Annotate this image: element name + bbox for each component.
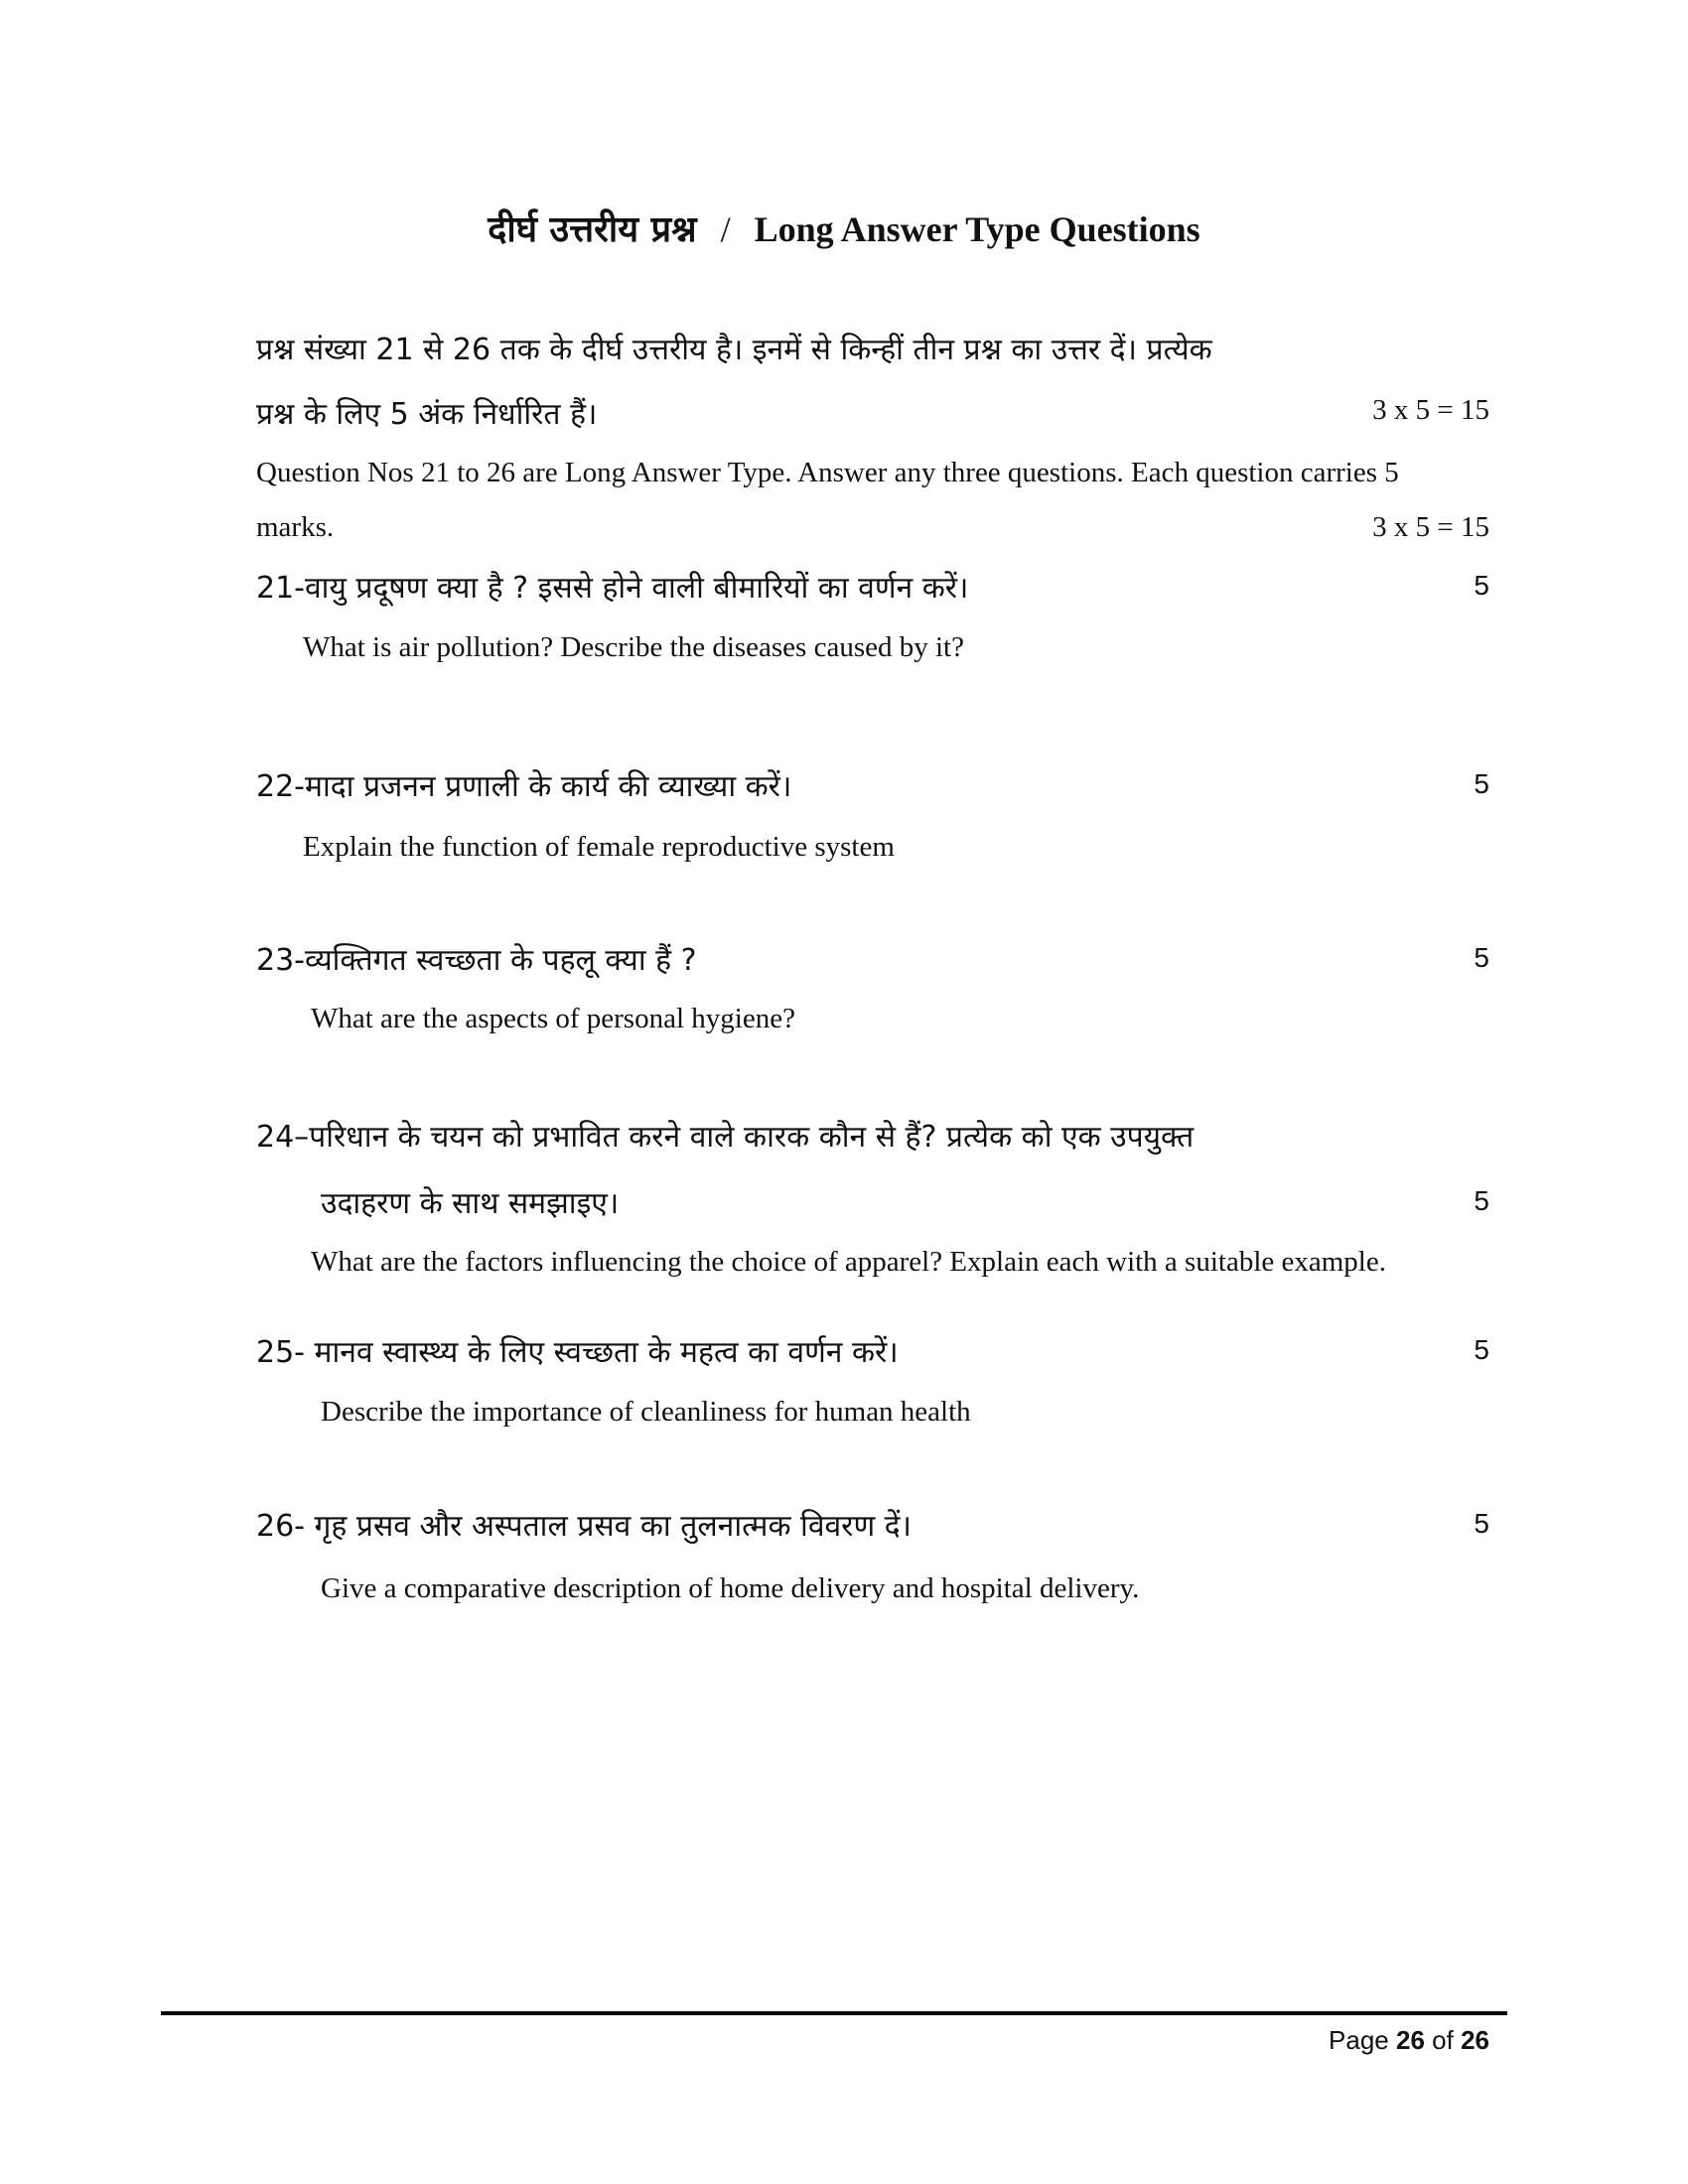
- footer-divider: [161, 2011, 1507, 2015]
- question-english: Give a comparative description of home delivery and hospital delivery.: [321, 1572, 1140, 1604]
- instructions-hindi-marks: 3 x 5 = 15: [1372, 394, 1489, 426]
- question-hindi: 25- मानव स्वास्थ्य के लिए स्वच्छता के महत्व का वर्णन करें।: [256, 1335, 899, 1370]
- question-hindi-line2: उदाहरण के साथ समझाइए।: [321, 1186, 620, 1221]
- question-marks: 5: [1474, 942, 1489, 973]
- instructions-english-line1: Question Nos 21 to 26 are Long Answer Type. Answer any three questions. Each question carries 5: [256, 457, 1399, 488]
- page-prefix: Page: [1329, 2025, 1389, 2055]
- title-english: Long Answer Type Questions: [754, 209, 1200, 249]
- instructions-english-marks: 3 x 5 = 15: [1372, 511, 1489, 543]
- question-marks: 5: [1474, 1508, 1489, 1539]
- instructions-hindi-line1: प्रश्न संख्या 21 से 26 तक के दीर्घ उत्तरीय है। इनमें से किन्हीं तीन प्रश्न का उत्तर दें। प्रत्येक: [256, 333, 1212, 367]
- question-english: Describe the importance of cleanliness for human health: [321, 1396, 971, 1428]
- question-hindi: 24–परिधान के चयन को प्रभावित करने वाले कारक कौन से हैं? प्रत्येक को एक उपयुक्त: [256, 1120, 1195, 1155]
- question-english: Explain the function of female reproductive system: [303, 831, 895, 863]
- page-number: [1329, 2025, 1489, 2056]
- instructions-english-line2: marks.: [256, 511, 335, 543]
- question-marks: 5: [1474, 570, 1489, 601]
- question-english: What are the aspects of personal hygiene?: [311, 1003, 795, 1034]
- question-hindi: 26- गृह प्रसव और अस्पताल प्रसव का तुलनात्मक विवरण दें।: [256, 1509, 912, 1544]
- question-marks: 5: [1474, 768, 1489, 799]
- question-marks: 5: [1474, 1185, 1489, 1216]
- question-marks: 5: [1474, 1334, 1489, 1365]
- of-label: of: [1432, 2025, 1454, 2055]
- title-hindi: दीर्घ उत्तरीय प्रश्न: [488, 209, 697, 250]
- question-english: What is air pollution? Describe the diseases caused by it?: [303, 631, 964, 663]
- page-title: [0, 204, 1688, 252]
- question-hindi: 22-मादा प्रजनन प्रणाली के कार्य की व्याख्या करें।: [256, 769, 792, 804]
- question-hindi: 21-वायु प्रदूषण क्या है ? इससे होने वाली बीमारियों का वर्णन करें।: [256, 571, 969, 606]
- title-separator: /: [720, 209, 731, 249]
- current-page: 26: [1396, 2025, 1425, 2055]
- total-pages: 26: [1461, 2025, 1489, 2055]
- question-hindi: 23-व्यक्तिगत स्वच्छता के पहलू क्या हैं ?: [256, 943, 697, 978]
- question-english: What are the factors influencing the choice of apparel? Explain each with a suitable example.: [311, 1246, 1386, 1278]
- instructions-hindi-line2: प्रश्न के लिए 5 अंक निर्धारित हैं।: [256, 397, 598, 432]
